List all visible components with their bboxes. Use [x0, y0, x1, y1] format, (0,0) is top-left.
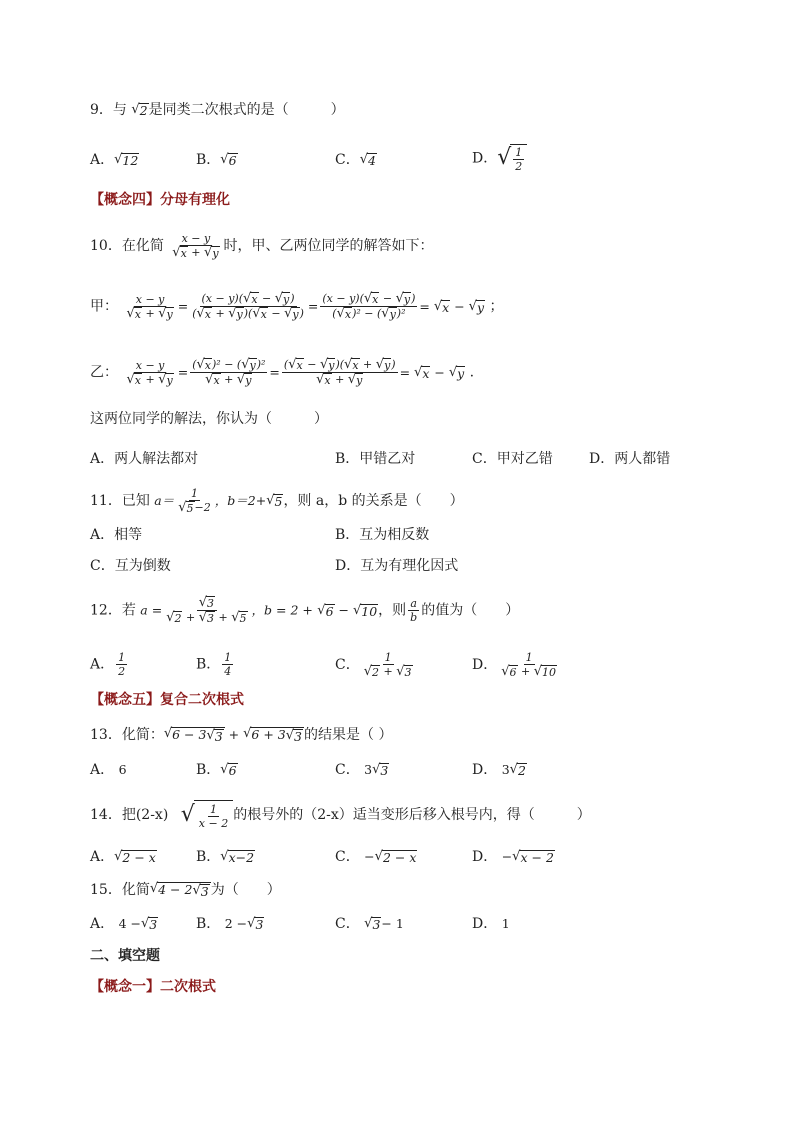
q13-option-b[interactable]: B． √ 6	[196, 762, 237, 778]
q13-option-a[interactable]: A． 6	[90, 762, 127, 778]
q11-option-b[interactable]: B．互为相反数	[335, 527, 430, 543]
q11-option-c[interactable]: C．互为倒数	[90, 558, 171, 574]
concept-5-heading: 【概念五】复合二次根式	[90, 692, 244, 708]
q14-option-b[interactable]: B． √ x−2	[196, 849, 255, 865]
q15-option-b[interactable]: B． 2 − √ 3	[196, 916, 264, 932]
q9-option-d[interactable]: D． √ $\frac{1}{2}$	[472, 144, 527, 173]
question-text: 是同类二次根式的是（ ）	[148, 102, 345, 118]
q14-option-a[interactable]: A． √ 2 − x	[90, 849, 156, 865]
question-12: 12．若 a = √ 3 √ 2 + √ 3 + √ 5 ，b = 2 + √ 6 − √ 10 ，则 $\frac{a}{b}$ 的值为（ ）	[90, 595, 520, 625]
question-14: 14．把(2-x) √ $\frac{1}{x - 2}$ 的根号外的（2-x）适当变形后移入根号内，得（ ）	[90, 802, 591, 830]
label-jia: 甲：	[90, 298, 118, 315]
q13-option-c[interactable]: C． 3 √ 3	[335, 762, 389, 778]
q10-option-a[interactable]: A．两人解法都对	[90, 451, 199, 467]
concept-1-heading: 【概念一】二次根式	[90, 979, 216, 995]
q11-option-d[interactable]: D．互为有理化因式	[335, 558, 459, 574]
solution-yi: 乙： x − y √ x + √ y = ( √ x )² − ( √ y )² √ x + √ y = ( √ x − √ y )( √ x + √ y ) √ x + √ y = √ x − √ y .	[90, 357, 475, 387]
section-2-heading: 二、填空题	[90, 948, 160, 964]
q9-option-c[interactable]: C． √ 4	[335, 152, 376, 168]
label-yi: 乙：	[90, 364, 118, 381]
q13-option-d[interactable]: D． 3 √ 2	[472, 762, 526, 778]
question-9	[90, 100, 345, 120]
question-13: 13．化简： √ 6 − 3 √ 3 + √ 6 + 3 √ 3 的结果是（ ）	[90, 726, 393, 744]
q10-question: 这两位同学的解法，你认为（ ）	[90, 411, 328, 427]
fraction: x − y √ x + √ y	[172, 232, 219, 260]
q10-option-c[interactable]: C．甲对乙错	[472, 451, 553, 467]
q12-option-d[interactable]: D． 1 √ 6 + √ 10	[472, 651, 557, 679]
q11-option-a[interactable]: A．相等	[90, 527, 143, 543]
q9-option-b[interactable]: B． √ 6	[196, 152, 237, 168]
q10-option-d[interactable]: D．两人都错	[589, 451, 671, 467]
q9-option-a[interactable]: A． √ 12	[90, 152, 139, 168]
q14-option-d[interactable]: D． − √ x − 2	[472, 849, 554, 865]
q14-option-c[interactable]: C． − √ 2 − x	[335, 849, 417, 865]
q15-option-a[interactable]: A． 4 − √ 3	[90, 916, 158, 932]
q10-option-b[interactable]: B．甲错乙对	[335, 451, 416, 467]
q12-option-c[interactable]: C． 1 √ 2 + √ 3	[335, 651, 412, 679]
q12-option-a[interactable]: A． $\frac{1}{2}$	[90, 651, 126, 678]
question-11: 11．已知 a＝ 1 √ 5 −2 ，b＝2+ √ 5 ，则 a，b 的关系是（ ）	[90, 487, 464, 515]
q15-option-c[interactable]: C． √ 3 − 1	[335, 916, 404, 932]
question-text: 与	[112, 102, 127, 118]
question-10: 10．在化简 x − y √ x + √ y 时，甲、乙两位同学的解答如下：	[90, 232, 434, 260]
solution-jia: 甲： x − y √ x + √ y = (x − y)( √ x − √ y ) ( √ x + √ y )( √ x − √ y ) = (x − y)( √ x − √ y ) ( √ x )² − ( √ y )² = √ x − √ y ；	[90, 291, 504, 321]
question-15: 15．化简 √ 4 − 2 √ 3 为（ ）	[90, 881, 281, 899]
sqrt-expression: √ 2	[131, 102, 148, 118]
question-number: 9．	[90, 102, 113, 118]
q12-option-b[interactable]: B． $\frac{1}{4}$	[196, 651, 232, 678]
concept-4-heading: 【概念四】分母有理化	[90, 192, 230, 208]
q15-option-d[interactable]: D． 1	[472, 916, 510, 932]
